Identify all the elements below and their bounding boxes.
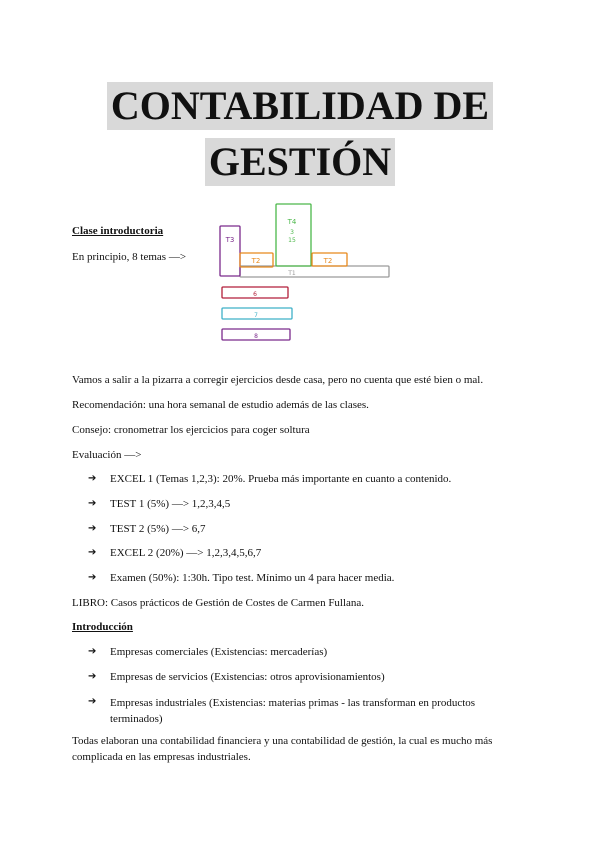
paragraph-recomendacion: Recomendación: una hora semanal de estudio además de las clases. bbox=[72, 399, 369, 411]
arrow-icon: ➔ bbox=[88, 523, 97, 534]
arrow-icon: ➔ bbox=[88, 646, 97, 657]
intro-heading: Clase introductoria bbox=[72, 225, 164, 237]
evaluation-item-text: EXCEL 1 (Temas 1,2,3): 20%. Prueba más importante en cuanto a contenido. bbox=[110, 473, 452, 485]
sketch-t4-sub-label: 3 bbox=[290, 229, 294, 236]
title-line-2: GESTIÓN bbox=[205, 138, 395, 186]
sketch-t3-bar bbox=[220, 226, 240, 276]
list-item bbox=[88, 472, 508, 486]
arrow-icon: ➔ bbox=[88, 547, 97, 558]
sketch-label-6: 6 bbox=[253, 291, 257, 298]
paragraph-evaluacion: Evaluación —> bbox=[72, 449, 142, 461]
list-item bbox=[88, 695, 508, 727]
evaluation-item-text: TEST 1 (5%) —> 1,2,3,4,5 bbox=[110, 498, 231, 510]
sketch-t4-sub-label: 15 bbox=[288, 237, 296, 244]
list-item bbox=[88, 497, 508, 511]
evaluation-item-text: TEST 2 (5%) —> 6,7 bbox=[110, 523, 206, 535]
arrow-icon: ➔ bbox=[88, 498, 97, 509]
sketch-t5-label: T2 bbox=[323, 257, 333, 265]
sketch-t4-label: T4 bbox=[287, 218, 297, 226]
sketch-t1-label: T1 bbox=[288, 270, 296, 277]
company-type-text: Empresas comerciales (Existencias: mercaderías) bbox=[110, 646, 328, 658]
paragraph-pizarra: Vamos a salir a la pizarra a corregir ejercicios desde casa, pero no cuenta que esté bien o mal. bbox=[72, 374, 484, 386]
arrow-icon: ➔ bbox=[88, 473, 97, 484]
paragraph-consejo: Consejo: cronometrar los ejercicios para coger soltura bbox=[72, 424, 310, 436]
company-type-text: Empresas de servicios (Existencias: otros aprovisionamientos) bbox=[110, 671, 385, 683]
title-line-1: CONTABILIDAD DE bbox=[107, 82, 493, 130]
sketch-t3-label: T3 bbox=[225, 236, 235, 244]
introduccion-heading: Introducción bbox=[72, 621, 133, 633]
sketch-label-8: 8 bbox=[254, 333, 258, 340]
sketch-label-7: 7 bbox=[254, 312, 258, 319]
list-item bbox=[88, 522, 508, 536]
evaluation-item-text: Examen (50%): 1:30h. Tipo test. Mínimo un 4 para hacer media. bbox=[110, 572, 395, 584]
evaluation-item-text: EXCEL 2 (20%) —> 1,2,3,4,5,6,7 bbox=[110, 547, 262, 559]
list-item bbox=[88, 645, 508, 659]
list-item bbox=[88, 571, 508, 585]
arrow-icon: ➔ bbox=[88, 572, 97, 583]
arrow-icon: ➔ bbox=[88, 671, 97, 682]
closing-paragraph: Todas elaboran una contabilidad financiera y una contabilidad de gestión, la cual es mucho más complicada en las empresas industriales. bbox=[72, 735, 493, 763]
sketch-t2-label: T2 bbox=[251, 257, 261, 265]
intro-line: En principio, 8 temas —> bbox=[72, 251, 187, 263]
list-item bbox=[88, 670, 508, 684]
book-reference: LIBRO: Casos prácticos de Gestión de Costes de Carmen Fullana. bbox=[72, 597, 365, 609]
arrow-icon: ➔ bbox=[88, 696, 97, 707]
list-item bbox=[88, 546, 508, 560]
company-type-text: Empresas industriales (Existencias: materias primas - las transforman en productos terminados) bbox=[110, 697, 476, 725]
